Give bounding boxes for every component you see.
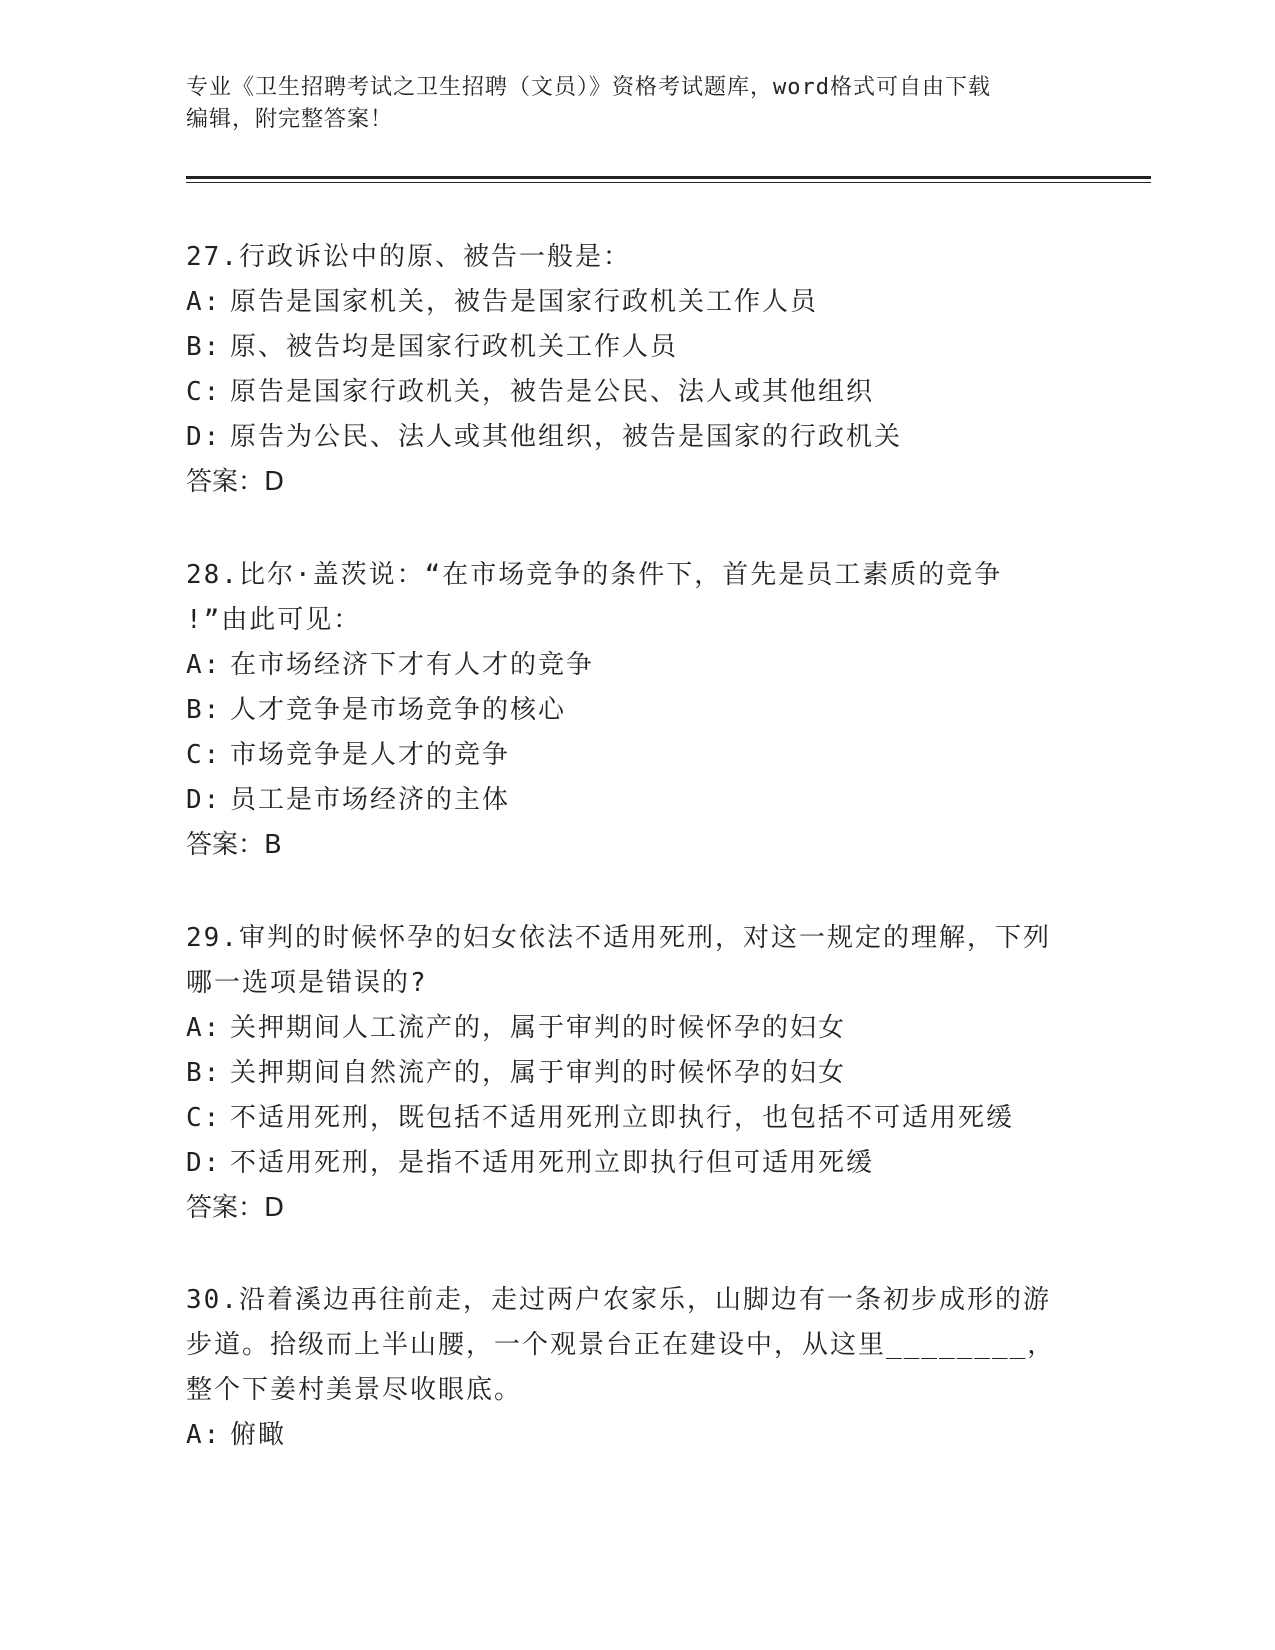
option-letter: D: (186, 785, 222, 815)
option-text: 俯瞰 (230, 1420, 287, 1450)
question-28 (186, 553, 1086, 868)
option-a (186, 1413, 1086, 1458)
option-text: 员工是市场经济的主体 (230, 785, 511, 815)
option-b (186, 325, 1086, 370)
document-header (186, 72, 1086, 136)
question-30 (186, 1278, 1086, 1458)
option-a (186, 643, 1086, 688)
option-d (186, 778, 1086, 823)
option-text: 在市场经济下才有人才的竞争 (230, 650, 595, 680)
header-divider-thick (186, 176, 1151, 179)
question-title-line-1: 28.比尔·盖茨说：“在市场竞争的条件下，首先是员工素质的竞争 (186, 560, 1003, 590)
option-b (186, 1051, 1086, 1096)
question-title-line-2: 步道。拾级而上半山腰，一个观景台正在建设中，从这里________， (186, 1330, 1056, 1360)
option-letter: B: (186, 332, 222, 362)
option-c (186, 1096, 1086, 1141)
option-letter: C: (186, 740, 222, 770)
question-title-line-2: !”由此可见： (186, 605, 362, 635)
option-text: 原告为公民、法人或其他组织，被告是国家的行政机关 (230, 422, 903, 452)
option-text: 原告是国家机关，被告是国家行政机关工作人员 (230, 287, 819, 317)
option-letter: A: (186, 287, 222, 317)
option-a (186, 280, 1086, 325)
option-letter: A: (186, 1013, 222, 1043)
answer-label: 答案：D (186, 1193, 285, 1223)
option-b (186, 688, 1086, 733)
header-line-2: 编辑，附完整答案！ (186, 107, 394, 132)
option-letter: A: (186, 650, 222, 680)
option-a (186, 1006, 1086, 1051)
option-c (186, 370, 1086, 415)
option-text: 市场竞争是人才的竞争 (230, 740, 511, 770)
option-text: 原、被告均是国家行政机关工作人员 (230, 332, 679, 362)
option-d (186, 1141, 1086, 1186)
option-letter: B: (186, 695, 222, 725)
option-letter: C: (186, 1103, 222, 1133)
option-c (186, 733, 1086, 778)
option-text: 关押期间自然流产的，属于审判的时候怀孕的妇女 (230, 1058, 847, 1088)
option-letter: B: (186, 1058, 222, 1088)
question-title-line-1: 30.沿着溪边再往前走，走过两户农家乐，山脚边有一条初步成形的游 (186, 1285, 1051, 1315)
option-text: 不适用死刑，是指不适用死刑立即执行但可适用死缓 (230, 1148, 875, 1178)
question-29 (186, 916, 1086, 1231)
option-letter: D: (186, 1148, 222, 1178)
option-letter: C: (186, 377, 222, 407)
option-text: 原告是国家行政机关，被告是公民、法人或其他组织 (230, 377, 875, 407)
header-divider-thin (186, 182, 1151, 183)
option-letter: D: (186, 422, 222, 452)
option-d (186, 415, 1086, 460)
option-text: 人才竞争是市场竞争的核心 (230, 695, 567, 725)
question-title-line-2: 哪一选项是错误的? (186, 968, 428, 998)
answer-label: 答案：B (186, 830, 282, 860)
answer-label: 答案：D (186, 467, 285, 497)
option-text: 不适用死刑，既包括不适用死刑立即执行，也包括不可适用死缓 (230, 1103, 1015, 1133)
option-letter: A: (186, 1420, 222, 1450)
question-title-line-1: 29.审判的时候怀孕的妇女依法不适用死刑，对这一规定的理解，下列 (186, 923, 1051, 953)
header-line-1: 专业《卫生招聘考试之卫生招聘（文员）》资格考试题库，word格式可自由下载 (186, 75, 991, 100)
option-text: 关押期间人工流产的，属于审判的时候怀孕的妇女 (230, 1013, 847, 1043)
question-27 (186, 235, 1086, 505)
question-title: 27.行政诉讼中的原、被告一般是： (186, 242, 631, 272)
question-title-line-3: 整个下姜村美景尽收眼底。 (186, 1375, 523, 1405)
